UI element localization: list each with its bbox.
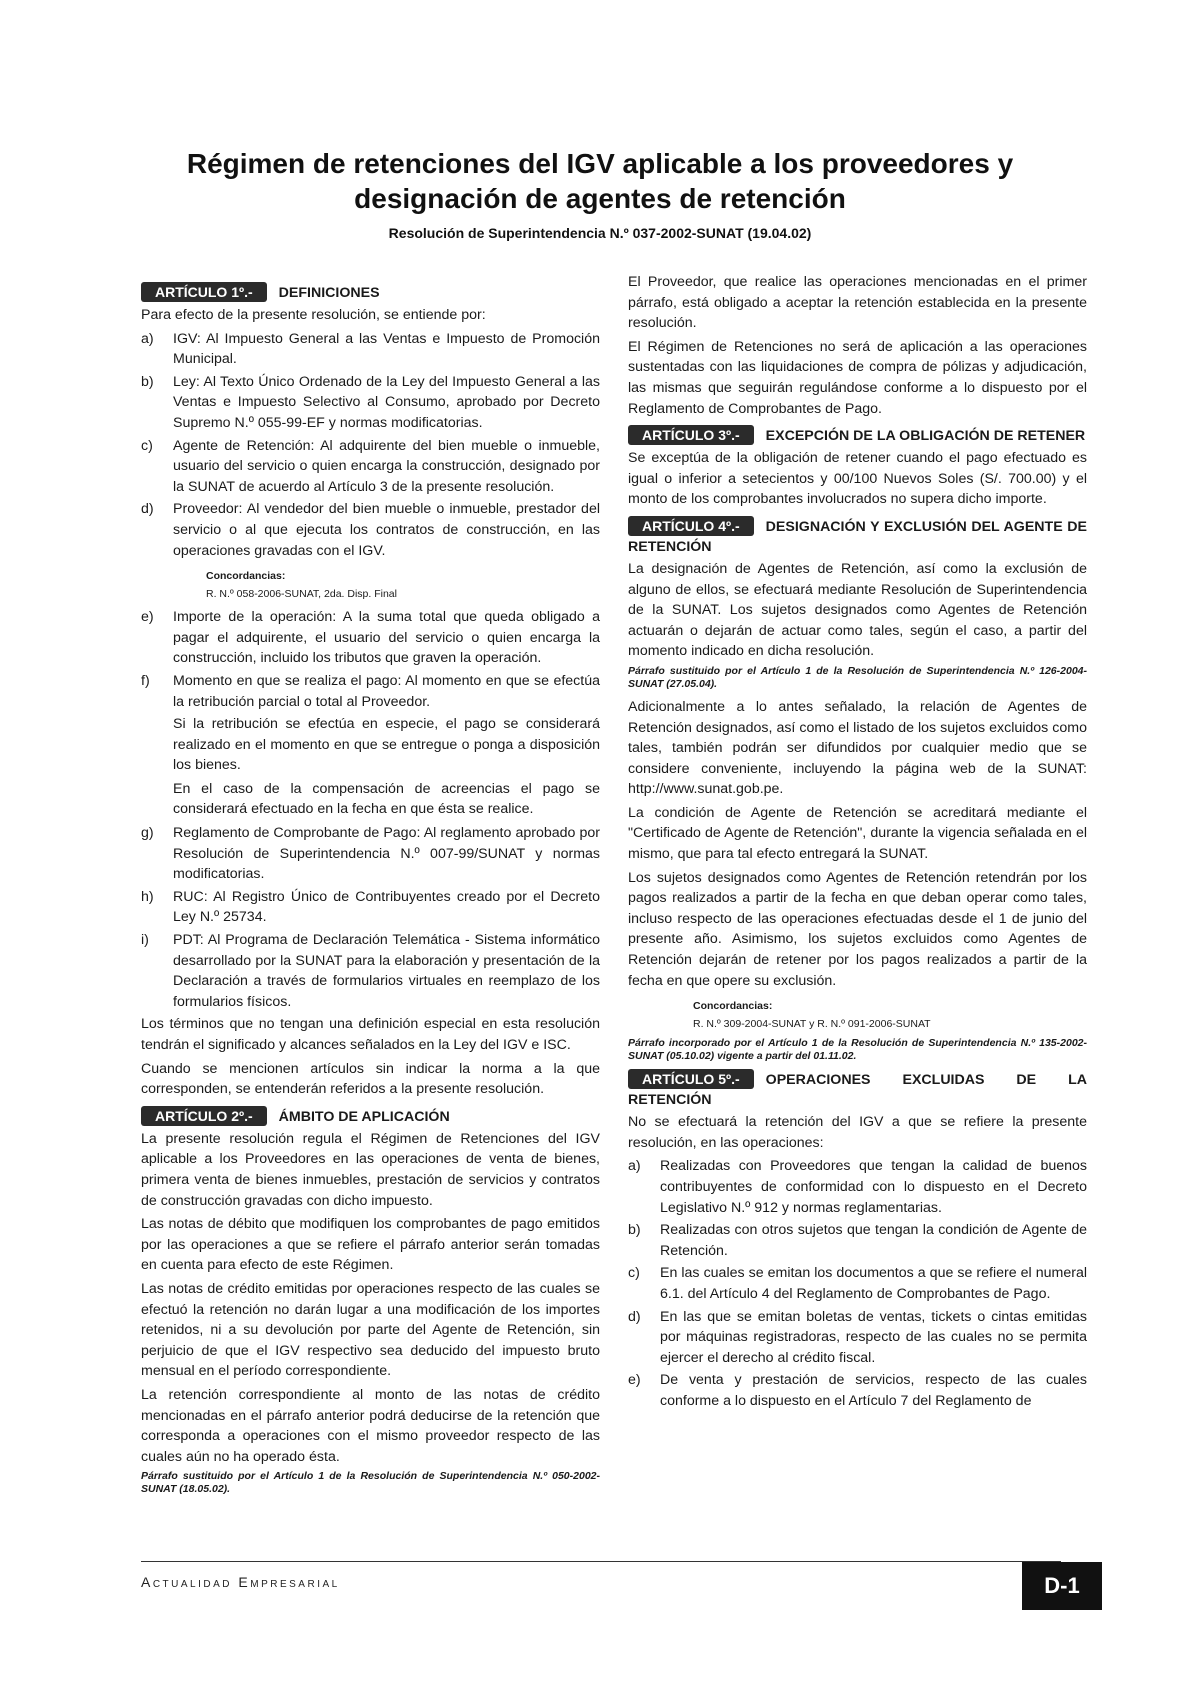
list-marker: e) [628,1372,641,1389]
left-column [141,276,600,1502]
list-text: En las que se emitan boletas de ventas, tickets o cintas emitidas por máquinas registradoras, respecto de las cuales no se permita ejercer el derecho al crédito fiscal. [660,1308,1087,1366]
paragraph: La retención correspondiente al monto de las notas de crédito mencionadas en el párrafo anterior podrá deducirse de la retención que corresponda a operaciones con el mismo proveedor respecto de las cuales aún no ha operado ésta. [141,1386,600,1465]
list-item [628,1370,1087,1411]
page-title: Régimen de retenciones del IGV aplicable a los proveedores y designación de agentes de retención [186,148,1014,214]
list-text: IGV: Al Impuesto General a las Ventas e Impuesto de Promoción Municipal. [173,330,600,368]
list-marker: i) [141,932,149,949]
paragraph: Los sujetos designados como Agentes de Retención retendrán por los pagos realizados a partir de la fecha en que deban operar como tales, incluso respecto de las operaciones efectuadas desde el 1 de junio del presente año. Asimismo, los sujetos excluidos como Agentes de Retención dejarán de retener por los pagos realizados a partir de la fecha en que opere su exclusión. [628,869,1087,989]
list-marker: b) [141,373,154,390]
article-5-intro: No se efectuará la retención del IGV a que se refiere la presente resolución, en las operaciones: [628,1114,1087,1151]
article-2-label: ARTÍCULO 2º.- [141,1106,267,1126]
list-text: PDT: Al Programa de Declaración Telemática - Sistema informático desarrollado por la SUNAT para la elaboración y presentación de la Declaración a través de formularios virtuales en reemplazo de los formularios físicos. [173,932,600,1010]
article-4-heading [628,516,1087,557]
amendment-note: Párrafo sustituido por el Artículo 1 de la Resolución de Superintendencia N.º 126-2004-SUNAT (27.05.04). [628,664,1087,690]
list-item [628,1307,1087,1369]
list-item [141,499,600,561]
list-marker: a) [141,330,154,347]
list-item [141,671,600,712]
article-1-title: DEFINICIONES [278,285,380,301]
list-item [141,607,600,669]
list-item [141,436,600,498]
right-column [628,272,1087,1414]
list-text: Importe de la operación: A la suma total que queda obligado a pagar el adquirente, el usuario del servicio o quien encarga la construcción, incluido los tributos que graven la operación. [173,609,600,667]
paragraph: Se exceptúa de la obligación de retener cuando el pago efectuado es igual o inferior a setecientos y 00/100 Nuevos Soles (S/. 700.00) y el monto de los comprobantes involucrados no supera dicho importe. [628,450,1087,508]
list-marker: h) [141,888,154,905]
list-marker: a) [628,1158,641,1175]
list-marker: c) [141,437,153,454]
list-text: Ley: Al Texto Único Ordenado de la Ley del Impuesto General a las Ventas e Impuesto Selectivo al Consumo, aprobado por Decreto Supremo N.º 055-99-EF y normas modificatorias. [173,373,600,431]
concordancias-block [693,997,1087,1033]
paragraph: El Régimen de Retenciones no será de aplicación a las operaciones sustentadas con las liquidaciones de compra de pólizas y adjudicación, las mismas que seguirán regulándose conforme a lo dispuesto por el Reglamento de Comprobantes de Pago. [628,338,1087,417]
list-text: Reglamento de Comprobante de Pago: Al reglamento aprobado por Resolución de Superintendencia N.º 007-99/SUNAT y normas modificatorias. [173,825,600,883]
amendment-note: Párrafo sustituido por el Artículo 1 de la Resolución de Superintendencia N.º 050-2002-SUNAT (18.05.02). [141,1470,600,1496]
page-subtitle: Resolución de Superintendencia N.º 037-2002-SUNAT (19.04.02) [388,225,812,241]
publication-name: Actualidad Empresarial [141,1574,340,1590]
list-item [141,930,600,1012]
article-5-heading [628,1069,1087,1110]
footer-divider [141,1561,1061,1562]
list-item [141,887,600,928]
amendment-note: Párrafo incorporado por el Artículo 1 de la Resolución de Superintendencia N.º 135-2002-SUNAT (05.10.02) vigente a partir del 01.11.02. [628,1037,1087,1063]
list-item [628,1156,1087,1218]
concordancias-block [206,567,600,603]
list-marker: d) [141,501,154,518]
paragraph: Cuando se mencionen artículos sin indicar la norma a la que corresponden, se entenderán referidos a la presente resolución. [141,1060,600,1098]
article-1-heading [141,282,600,303]
article-2-title: ÁMBITO DE APLICACIÓN [278,1108,450,1125]
list-subparagraph: En el caso de la compensación de acreencias el pago se considerará efectuado en la fecha en que ésta se realice. [173,780,600,818]
article-3-heading [628,425,1087,446]
article-4-title: DESIGNACIÓN Y EXCLUSIÓN DEL AGENTE DE RETENCIÓN [628,518,1087,555]
paragraph: La designación de Agentes de Retención, así como la exclusión de alguno de ellos, se efectuará mediante Resolución de Superintendencia de la SUNAT. Los sujetos designados como Agentes de Retención actuarán o dejarán de actuar como tales, según el caso, a partir del momento indicado en dicha resolución. [628,560,1087,660]
page-number: D-1 [1022,1562,1102,1610]
concordancias-text: R. N.º 058-2006-SUNAT, 2da. Disp. Final [206,588,397,601]
list-text: Momento en que se realiza el pago: Al momento en que se efectúa la retribución parcial o total al Proveedor. [173,672,600,710]
article-5-label: ARTÍCULO 5º.- [628,1069,754,1089]
concordancias-text: R. N.º 309-2004-SUNAT y R. N.º 091-2006-SUNAT [693,1018,931,1031]
list-marker: b) [628,1222,641,1239]
list-subparagraph: Si la retribución se efectúa en especie, el pago se considerará realizado en el momento en que se entregue o ponga a disposición los bienes. [173,716,600,774]
paragraph: Los términos que no tengan una definición especial en esta resolución tendrán el significado y alcances señalados en la Ley del IGV e ISC. [141,1016,600,1053]
paragraph: El Proveedor, que realice las operaciones mencionadas en el primer párrafo, está obligado a aceptar la retención establecida en la presente resolución. [628,274,1087,332]
article-3-title: EXCEPCIÓN DE LA OBLIGACIÓN DE RETENER [765,428,1086,445]
list-marker: g) [141,825,154,842]
list-text: En las cuales se emitan los documentos a que se refiere el numeral 6.1. del Artículo 4 del Reglamento de Comprobantes de Pago. [660,1265,1087,1302]
list-text: Realizadas con Proveedores que tengan la calidad de buenos contribuyentes de conformidad con lo dispuesto en el Decreto Legislativo N.º 912 y normas reglamentarias. [660,1158,1087,1216]
paragraph: Las notas de débito que modifiquen los comprobantes de pago emitidos por las operaciones a que se refiere el párrafo anterior serán tomadas en cuenta para efecto de este Régimen. [141,1216,600,1274]
article-4-label: ARTÍCULO 4º.- [628,516,754,536]
list-item [628,1263,1087,1304]
list-item [141,329,600,370]
list-text: Proveedor: Al vendedor del bien mueble o inmueble, prestador del servicio o al que ejecuta los contratos de construcción, en las operaciones gravadas con el IGV. [173,501,600,559]
article-1-label: ARTÍCULO 1º.- [141,282,267,302]
concordancias-title: Concordancias: [206,570,286,583]
list-item [628,1220,1087,1261]
concordancias-title: Concordancias: [693,1000,773,1013]
list-text: Agente de Retención: Al adquirente del bien mueble o inmueble, usuario del servicio o quien encarga la construcción, designado por la SUNAT de acuerdo al Artículo 3 de la presente resolución. [173,437,600,495]
list-marker: e) [141,609,154,626]
list-text: RUC: Al Registro Único de Contribuyentes creado por el Decreto Ley N.º 25734. [173,888,600,926]
article-2-heading [141,1106,600,1127]
article-3-label: ARTÍCULO 3º.- [628,425,754,445]
list-text: Realizadas con otros sujetos que tengan la condición de Agente de Retención. [660,1222,1087,1259]
article-1-intro: Para efecto de la presente resolución, se entiende por: [141,307,486,323]
paragraph: La condición de Agente de Retención se acreditará mediante el "Certificado de Agente de Retención", durante la vigencia señalada en el mismo, que para tal efecto entregará la SUNAT. [628,804,1087,863]
article-5-title: OPERACIONES EXCLUIDAS DE LA RETENCIÓN [628,1072,1087,1109]
list-item [141,823,600,885]
list-text: De venta y prestación de servicios, respecto de las cuales conforme a lo dispuesto en el Artículo 7 del Reglamento de [660,1372,1087,1409]
list-marker: f) [141,672,150,689]
list-marker: c) [628,1265,640,1282]
paragraph: La presente resolución regula el Régimen de Retenciones del IGV aplicable a los Proveedores en las operaciones de venta de bienes, primera venta de bienes inmuebles, prestación de servicios y contratos de construcción gravadas con dicho impuesto. [141,1130,600,1209]
paragraph: Las notas de crédito emitidas por operaciones respecto de las cuales se efectuó la retención no darán lugar a una modificación de los importes retenidos, ni a su devolución por parte del Agente de Retención, sin perjuicio de que el IGV respectivo sea deducido del impuesto bruto mensual en el período correspondiente. [141,1280,600,1380]
list-marker: d) [628,1308,641,1325]
list-item [141,372,600,434]
paragraph: Adicionalmente a lo antes señalado, la relación de Agentes de Retención designados, así como el listado de los sujetos excluidos como tales, también podrán ser difundidos por cualquier medio que se considere conveniente, incluyendo la página web de la SUNAT: http://www.sunat.gob.pe. [628,698,1087,798]
